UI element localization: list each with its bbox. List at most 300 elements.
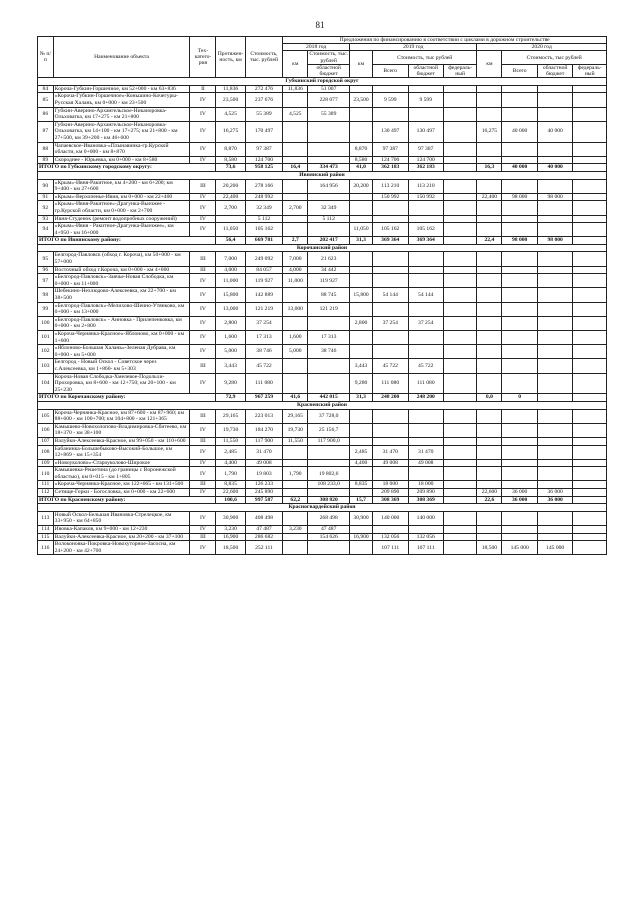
- table-row: [38, 373, 607, 394]
- cell-t20: [502, 359, 537, 373]
- cell-k18: 5,000: [283, 345, 308, 359]
- cell-r19: [408, 252, 443, 266]
- cell-t20: 40 000: [502, 164, 537, 172]
- cell-k20: [477, 359, 502, 373]
- cell-len: 20,200: [216, 179, 245, 193]
- cell-t20: [502, 274, 537, 288]
- cell-cost: 5 112: [245, 215, 283, 223]
- cell-n: 99: [38, 302, 54, 316]
- cell-t20: 98 000: [502, 237, 537, 245]
- cell-k18: [283, 373, 308, 394]
- cell-len: 23,500: [216, 93, 245, 107]
- cell-len: 8,835: [216, 481, 245, 489]
- cell-k18: [283, 316, 308, 330]
- cell-k18: [283, 489, 308, 497]
- cell-name: «Короча-Губкин-Горшечное»-Коньшино-Кочегуры-Русская Халань, км 0+000 - км 23+500: [53, 93, 190, 107]
- cell-r20: [537, 179, 572, 193]
- cell-name: Валуйки-Алексеевка-Красное, км 99+050 - км 110+600: [53, 437, 190, 445]
- cell-f19: [443, 237, 476, 245]
- cell-f20: [573, 409, 607, 423]
- cell-s18: [308, 316, 350, 330]
- cell-k20: [477, 331, 502, 345]
- cell-n: 104: [38, 373, 54, 394]
- cell-t20: [502, 316, 537, 330]
- cell-k19: 9,280: [350, 373, 373, 394]
- cell-n: 94: [38, 223, 54, 237]
- cell-t19: 111 080: [373, 373, 408, 394]
- cell-k18: [283, 459, 308, 467]
- cell-s18: [308, 142, 350, 156]
- col-funding: Предложения по финансированию в соответствии с циклами в дорожном строительстве: [283, 37, 607, 44]
- cell-cost: 126 233: [245, 481, 283, 489]
- cell-cost: 184 270: [245, 423, 283, 437]
- table-row: [38, 302, 607, 316]
- cell-len: 11,836: [216, 85, 245, 93]
- table-row: [38, 179, 607, 193]
- cell-f20: [573, 107, 607, 121]
- cell-r19: 31 470: [408, 445, 443, 459]
- cell-s18: 121 219: [308, 302, 350, 316]
- cell-cost: 248 992: [245, 193, 283, 201]
- cell-s18: 119 927: [308, 274, 350, 288]
- cell-k18: 4,525: [283, 107, 308, 121]
- cell-name: ИТОГО по Корочанскому району:: [38, 394, 216, 402]
- cell-n: 95: [38, 252, 54, 266]
- cell-f20: [573, 237, 607, 245]
- cell-k18: 2,7: [283, 237, 308, 245]
- cell-r19: 105 162: [408, 223, 443, 237]
- cell-r20: [537, 437, 572, 445]
- table-row: [38, 288, 607, 302]
- cell-f20: [573, 201, 607, 215]
- cell-k20: [477, 437, 502, 445]
- cell-f20: [573, 437, 607, 445]
- cell-k20: 16,3: [477, 164, 502, 172]
- cell-f19: [443, 288, 476, 302]
- cell-f19: [443, 331, 476, 345]
- col-2020-federal: федераль-ный: [573, 64, 607, 77]
- cell-n: 115: [38, 533, 54, 541]
- cell-k18: 4,000: [283, 266, 308, 274]
- cell-f19: [443, 511, 476, 525]
- cell-cat: IV: [190, 459, 216, 467]
- cell-cost: 249 092: [245, 252, 283, 266]
- cell-cost: 49 008: [245, 459, 283, 467]
- cell-r19: [408, 266, 443, 274]
- cell-s18: 17 313: [308, 331, 350, 345]
- cell-k18: [283, 215, 308, 223]
- cell-r20: [537, 107, 572, 121]
- col-2018-km: км: [283, 51, 308, 78]
- cell-s18: 21 623: [308, 252, 350, 266]
- cell-k18: 62,2: [283, 496, 308, 504]
- cell-k20: [477, 481, 502, 489]
- cell-t19: 140 000: [373, 511, 408, 525]
- col-2020-cost: Стоимость, тыс рублей: [502, 51, 607, 64]
- cell-k20: [477, 345, 502, 359]
- cell-k20: [477, 107, 502, 121]
- cell-k19: [350, 252, 373, 266]
- cell-n: 93: [38, 215, 54, 223]
- cell-cost: 55 389: [245, 107, 283, 121]
- cell-n: 103: [38, 359, 54, 373]
- cell-s18: 5 112: [308, 215, 350, 223]
- table-header: [38, 37, 607, 78]
- cell-k19: [350, 274, 373, 288]
- col-2019-federal: федераль-ный: [443, 64, 476, 77]
- cell-s18: 88 745: [308, 288, 350, 302]
- cell-n: 114: [38, 526, 54, 534]
- cell-f19: [443, 437, 476, 445]
- cell-s18: 228 077: [308, 93, 350, 107]
- cell-s18: 34 442: [308, 266, 350, 274]
- cell-r20: 40 000: [537, 121, 572, 142]
- cell-t20: [502, 93, 537, 107]
- cell-k18: [283, 142, 308, 156]
- cell-name: ИТОГО по Ивнянскому району:: [38, 237, 216, 245]
- cell-cat: IV: [190, 316, 216, 330]
- cell-len: 8,870: [216, 142, 245, 156]
- cell-k20: [477, 373, 502, 394]
- cell-s18: 442 015: [308, 394, 350, 402]
- cell-k19: [350, 541, 373, 555]
- cell-cost: 17 313: [245, 331, 283, 345]
- cell-k18: [283, 533, 308, 541]
- cell-f20: [573, 215, 607, 223]
- cell-r20: [537, 345, 572, 359]
- cell-r19: [408, 201, 443, 215]
- cell-name: Ивовка-Капаков, км 9+000 - км 12+230: [53, 526, 190, 534]
- cell-f20: [573, 526, 607, 534]
- cell-cost: 38 746: [245, 345, 283, 359]
- cell-s18: 308 820: [308, 496, 350, 504]
- cell-k20: [477, 142, 502, 156]
- cell-k20: 22,600: [477, 489, 502, 497]
- col-name: Наименование объекта: [53, 37, 190, 78]
- cell-r19: 124 700: [408, 156, 443, 164]
- cell-r20: [537, 252, 572, 266]
- cell-s18: [308, 193, 350, 201]
- cell-k20: 22,4: [477, 237, 502, 245]
- cell-n: 101: [38, 331, 54, 345]
- cell-cat: IV: [190, 201, 216, 215]
- cell-s18: [308, 121, 350, 142]
- cell-f19: [443, 423, 476, 437]
- cell-t20: [502, 107, 537, 121]
- cell-k18: 29,165: [283, 409, 308, 423]
- cell-t20: [502, 481, 537, 489]
- cell-s18: [308, 541, 350, 555]
- table-row: [38, 266, 607, 274]
- cell-t19: [373, 302, 408, 316]
- col-year-2020: 2020 год: [477, 44, 607, 51]
- cell-t19: 124 700: [373, 156, 408, 164]
- cell-k18: 11,836: [283, 85, 308, 93]
- cell-f20: [573, 223, 607, 237]
- cell-t19: 150 992: [373, 193, 408, 201]
- col-2018-cost: Стоимость, тыс. рублей: [309, 51, 349, 64]
- cell-k19: 16,900: [350, 533, 373, 541]
- cell-f20: [573, 142, 607, 156]
- cell-r19: [408, 345, 443, 359]
- cell-t20: [502, 156, 537, 164]
- cell-k19: [350, 345, 373, 359]
- cell-len: 13,000: [216, 302, 245, 316]
- cell-k19: 2,485: [350, 445, 373, 459]
- cell-k20: [477, 156, 502, 164]
- cell-r19: [408, 526, 443, 534]
- cell-f19: [443, 526, 476, 534]
- cell-k20: [477, 423, 502, 437]
- cell-name: Шебекино-Нехлюдово-Алексеевка, км 22+700 - км 38+500: [53, 288, 190, 302]
- cell-r20: [537, 85, 572, 93]
- cell-f19: [443, 93, 476, 107]
- cell-len: 16,900: [216, 533, 245, 541]
- cell-t19: 45 722: [373, 359, 408, 373]
- cell-name: Сетище-Горки - Богословка, км 0+000 - км 22+600: [53, 489, 190, 497]
- cell-t19: [373, 423, 408, 437]
- table-row: [38, 274, 607, 288]
- cell-cost: 32 349: [245, 201, 283, 215]
- cell-f19: [443, 142, 476, 156]
- cell-f20: [573, 179, 607, 193]
- cell-r19: [408, 85, 443, 93]
- cell-k18: 3,230: [283, 526, 308, 534]
- cell-t19: 248 200: [373, 394, 408, 402]
- cell-name: Короча-Чернянка-Красное, км 87+600 - км 87+960; км 88+600 - км 100+700; км 104+800 - км 121+365: [53, 409, 190, 423]
- col-year-2018: 2018 год: [283, 44, 350, 51]
- cell-t19: [373, 467, 408, 481]
- cell-r20: [537, 467, 572, 481]
- section-row: [38, 504, 607, 512]
- cell-r20: [537, 526, 572, 534]
- cell-name: Камышевка-Решетина (до границы с Воронежской областью), км 0+015 - км 1+805: [53, 467, 190, 481]
- cell-t19: [373, 437, 408, 445]
- cell-r20: 40 000: [537, 164, 572, 172]
- cell-name: «Новоуколово»-Староуколово-Широкое: [53, 459, 190, 467]
- cell-t20: [502, 459, 537, 467]
- cell-t19: 49 008: [373, 459, 408, 467]
- cell-k20: 18,500: [477, 541, 502, 555]
- cell-cat: IV: [190, 526, 216, 534]
- cell-n: 102: [38, 345, 54, 359]
- cell-f20: [573, 266, 607, 274]
- cell-cat: IV: [190, 423, 216, 437]
- cell-s18: 51 007: [308, 85, 350, 93]
- table-row: [38, 93, 607, 107]
- cell-k19: 4,400: [350, 459, 373, 467]
- cell-cat: IV: [190, 373, 216, 394]
- cell-t20: 36 000: [502, 489, 537, 497]
- section-row: [38, 244, 607, 252]
- col-year-2019: 2019 год: [350, 44, 477, 51]
- cell-s18: 268 498: [308, 511, 350, 525]
- cell-len: 30,900: [216, 511, 245, 525]
- cell-len: 8,580: [216, 156, 245, 164]
- cell-r19: 248 200: [408, 394, 443, 402]
- cell-name: Белгород-Павловск (обход г. Короча), км 50+000 - км 57+000: [53, 252, 190, 266]
- cell-r20: 145 000: [537, 541, 572, 555]
- table-row: [38, 223, 607, 237]
- cell-r20: [537, 359, 572, 373]
- cell-t19: [373, 266, 408, 274]
- cell-k19: 23,500: [350, 93, 373, 107]
- page-number: 81: [315, 20, 325, 30]
- cell-f19: [443, 193, 476, 201]
- cell-t19: 113 210: [373, 179, 408, 193]
- cell-t19: 18 000: [373, 481, 408, 489]
- cell-f19: [443, 274, 476, 288]
- cell-r19: 113 210: [408, 179, 443, 193]
- cell-len: 1,790: [216, 467, 245, 481]
- cell-len: 16,275: [216, 121, 245, 142]
- cell-f20: [573, 394, 607, 402]
- cell-cost: 997 587: [245, 496, 283, 504]
- cell-r19: 107 111: [408, 541, 443, 555]
- cell-k19: [350, 437, 373, 445]
- cell-cost: 252 111: [245, 541, 283, 555]
- cell-r19: [408, 331, 443, 345]
- cell-r20: [537, 373, 572, 394]
- cell-s18: 108 233,0: [308, 481, 350, 489]
- cell-t20: 0: [502, 394, 537, 402]
- cell-cost: 237 676: [245, 93, 283, 107]
- cell-cat: III: [190, 437, 216, 445]
- cell-cost: 37 254: [245, 316, 283, 330]
- cell-f20: [573, 359, 607, 373]
- cell-f20: [573, 316, 607, 330]
- cell-len: 22,600: [216, 489, 245, 497]
- col-2020-total: Всего: [502, 64, 537, 77]
- cell-f19: [443, 179, 476, 193]
- cell-n: 86: [38, 107, 54, 121]
- cell-cost: 223 013: [245, 409, 283, 423]
- cell-t20: [502, 533, 537, 541]
- cell-t19: 9 599: [373, 93, 408, 107]
- cell-len: 29,165: [216, 409, 245, 423]
- cell-name: Бабанинка-Большебыково-Высокий-Большое, км 12+869 - км 15+354: [53, 445, 190, 459]
- cell-f19: [443, 252, 476, 266]
- cell-n: 85: [38, 93, 54, 107]
- cell-k19: 11,050: [350, 223, 373, 237]
- cell-cat: III: [190, 409, 216, 423]
- cell-k19: 31,3: [350, 237, 373, 245]
- cell-k19: 2,800: [350, 316, 373, 330]
- table-row: [38, 193, 607, 201]
- table-row: [38, 423, 607, 437]
- cell-k19: [350, 193, 373, 201]
- cell-cat: III: [190, 481, 216, 489]
- cell-t20: [502, 142, 537, 156]
- cell-name: Новый Оскол-Бельшая Ивановка-Стрелецкое, км 33+950 - км 64+850: [53, 511, 190, 525]
- cell-f19: [443, 345, 476, 359]
- cell-r19: 150 992: [408, 193, 443, 201]
- table-row: [38, 445, 607, 459]
- table-row: [38, 107, 607, 121]
- cell-r19: [408, 467, 443, 481]
- cell-name: «Яблоново-Большая Халань»-Зеленая Дубрава, км 0+000 - км 5+000: [53, 345, 190, 359]
- cell-k20: [477, 445, 502, 459]
- cell-cat: IV: [190, 541, 216, 555]
- cell-t20: [502, 266, 537, 274]
- cell-name: Губкин-Аверино-Архангельское-Никаноровка-Ольховатка, км 14+100 - км 17+275; км 21+800 - км 27+500, км 39+200 - км 46+600: [53, 121, 190, 142]
- cell-s18: 25 156,7: [308, 423, 350, 437]
- cell-cat: IV: [190, 156, 216, 164]
- table-row: [38, 459, 607, 467]
- cell-k20: [477, 533, 502, 541]
- total-row: [38, 164, 607, 172]
- cell-t19: 105 162: [373, 223, 408, 237]
- cell-t20: 40 000: [502, 121, 537, 142]
- cell-r20: [537, 533, 572, 541]
- cell-f20: [573, 121, 607, 142]
- cell-k18: [283, 541, 308, 555]
- cell-k19: [350, 201, 373, 215]
- cell-t19: 130 497: [373, 121, 408, 142]
- cell-k18: [283, 359, 308, 373]
- cell-t20: [502, 467, 537, 481]
- cell-f19: [443, 266, 476, 274]
- section-title: Красногвардейский район: [38, 504, 607, 512]
- cell-s18: 334 473: [308, 164, 350, 172]
- cell-k19: 15,7: [350, 496, 373, 504]
- cell-k19: [350, 467, 373, 481]
- total-row: [38, 496, 607, 504]
- cell-f19: [443, 459, 476, 467]
- cell-k19: 30,900: [350, 511, 373, 525]
- cell-n: 98: [38, 288, 54, 302]
- cell-f20: [573, 496, 607, 504]
- cell-t20: [502, 445, 537, 459]
- cell-n: 91: [38, 193, 54, 201]
- cell-f20: [573, 459, 607, 467]
- cell-len: 18,500: [216, 541, 245, 555]
- cell-n: 87: [38, 121, 54, 142]
- cell-k19: 20,200: [350, 179, 373, 193]
- cell-len: 100,6: [216, 496, 245, 504]
- cell-k20: [477, 223, 502, 237]
- cell-t20: [502, 201, 537, 215]
- cell-cat: IV: [190, 107, 216, 121]
- cell-f20: [573, 252, 607, 266]
- cell-cost: 272 476: [245, 85, 283, 93]
- cell-f20: [573, 156, 607, 164]
- cell-k19: 31,3: [350, 394, 373, 402]
- cell-name: «Крым»-Ивня - Ракитное-Драгунка-Выезжее», км 4+950 - км 16+000: [53, 223, 190, 237]
- table-row: [38, 215, 607, 223]
- cell-r19: [408, 215, 443, 223]
- cell-s18: 202 417: [308, 237, 350, 245]
- cell-r20: [537, 445, 572, 459]
- cell-k18: [283, 445, 308, 459]
- table-row: [38, 481, 607, 489]
- cell-t19: [373, 85, 408, 93]
- cell-r19: [408, 302, 443, 316]
- cell-k19: 41,0: [350, 164, 373, 172]
- table-row: [38, 345, 607, 359]
- table-row: [38, 511, 607, 525]
- cell-t20: 145 000: [502, 541, 537, 555]
- cell-r19: [408, 274, 443, 288]
- cell-t20: 98 000: [502, 193, 537, 201]
- cell-t19: [373, 331, 408, 345]
- cell-f19: [443, 156, 476, 164]
- cell-t20: [502, 409, 537, 423]
- cell-s18: [308, 156, 350, 164]
- cell-len: [216, 215, 245, 223]
- cell-r19: 132 056: [408, 533, 443, 541]
- cell-f19: [443, 85, 476, 93]
